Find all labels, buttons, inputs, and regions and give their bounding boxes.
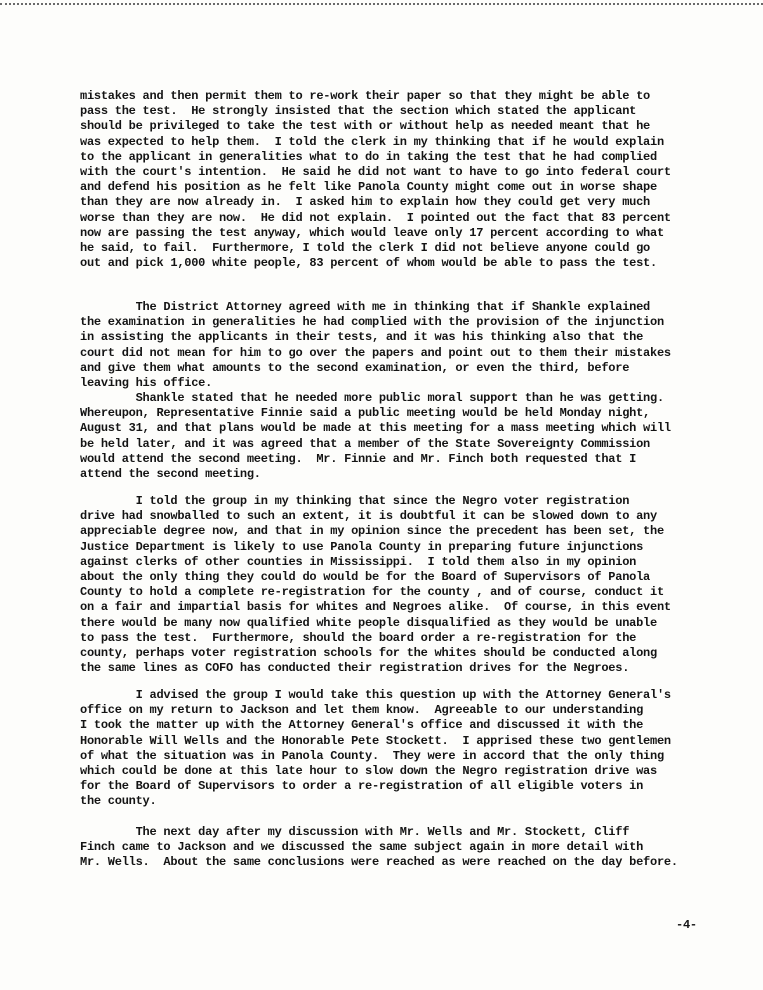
paragraph-3: [80, 391, 671, 482]
text-line: for the Board of Supervisors to order a re-registration of all eligible voters in: [80, 779, 644, 794]
text-line: and give them what amounts to the second examination, or even the third, before: [80, 360, 630, 375]
text-line: drive had snowballed to such an extent, it is doubtful it can be slowed down to any: [80, 509, 657, 524]
text-line: against clerks of other counties in Mississippi. I told them also in my opinion: [80, 554, 637, 569]
text-line: court did not mean for him to go over the papers and point out to them their mistakes: [80, 345, 671, 360]
text-line: I advised the group I would take this question up with the Attorney General's: [80, 688, 671, 702]
text-line: Shankle stated that he needed more public moral support than he was getting.: [80, 391, 664, 405]
text-line: with the court's intention. He said he did not want to have to go into federal court: [80, 164, 671, 179]
text-line: would attend the second meeting. Mr. Finnie and Mr. Finch both requested that I: [80, 451, 637, 466]
top-edge-rule: [0, 3, 763, 5]
text-line: in assisting the applicants in their tests, and it was his thinking also that the: [80, 330, 644, 345]
text-line: on a fair and impartial basis for whites and Negroes alike. Of course, in this event: [80, 600, 671, 615]
paragraph-6: [80, 825, 678, 871]
paragraph-5: [80, 688, 671, 810]
text-line: I told the group in my thinking that since the Negro voter registration: [80, 494, 630, 508]
paragraph-4: [80, 494, 671, 676]
text-line: Whereupon, Representative Finnie said a public meeting would be held Monday night,: [80, 406, 650, 421]
text-line: out and pick 1,000 white people, 83 percent of whom would be able to pass the test.: [80, 256, 657, 271]
text-line: office on my return to Jackson and let them know. Agreeable to our understanding: [80, 703, 644, 718]
text-line: The next day after my discussion with Mr. Wells and Mr. Stockett, Cliff: [80, 825, 630, 839]
text-line: be held later, and it was agreed that a member of the State Sovereignty Commission: [80, 436, 650, 451]
text-line: to the applicant in generalities what to do in taking the test that he had complied: [80, 149, 657, 164]
text-line: Finch came to Jackson and we discussed the same subject again in more detail with: [80, 840, 644, 855]
page-number: -4-: [676, 918, 697, 932]
text-line: now are passing the test anyway, which would leave only 17 percent according to what: [80, 225, 664, 240]
text-line: county, perhaps voter registration schools for the whites should be conducted along: [80, 645, 657, 660]
text-line: which could be done at this late hour to slow down the Negro registration drive was: [80, 763, 657, 778]
text-line: August 31, and that plans would be made at this meeting for a mass meeting which will: [80, 421, 671, 436]
text-line: Honorable Will Wells and the Honorable Pete Stockett. I apprised these two gentlemen: [80, 733, 671, 748]
text-line: to pass the test. Furthermore, should the board order a re-registration for the: [80, 630, 637, 645]
paragraph-2: [80, 300, 671, 391]
text-line: the same lines as COFO has conducted their registration drives for the Negroes.: [80, 661, 630, 676]
text-line: there would be many now qualified white people disqualified as they would be unable: [80, 615, 657, 630]
text-line: leaving his office.: [80, 375, 213, 390]
text-line: was expected to help them. I told the clerk in my thinking that if he would explain: [80, 134, 664, 149]
text-line: the examination in generalities he had complied with the provision of the injunction: [80, 315, 664, 330]
text-line: The District Attorney agreed with me in thinking that if Shankle explained: [80, 300, 650, 314]
text-line: appreciable degree now, and that in my opinion since the precedent has been set, the: [80, 524, 664, 539]
text-line: should be privileged to take the test with or without help as needed meant that he: [80, 119, 650, 134]
text-line: than they are now already in. I asked him to explain how they could get very much: [80, 195, 650, 210]
text-line: worse than they are now. He did not explain. I pointed out the fact that 83 percent: [80, 210, 671, 225]
text-line: mistakes and then permit them to re-work their paper so that they might be able to: [80, 89, 650, 103]
text-line: the county.: [80, 794, 157, 809]
text-line: County to hold a complete re-registration for the county , and of course, conduct it: [80, 585, 664, 600]
text-line: Mr. Wells. About the same conclusions were reached as were reached on the day before.: [80, 855, 678, 870]
text-line: Justice Department is likely to use Panola County in preparing future injunctions: [80, 539, 644, 554]
text-line: I took the matter up with the Attorney General's office and discussed it with the: [80, 718, 644, 733]
text-line: attend the second meeting.: [80, 466, 261, 481]
text-line: pass the test. He strongly insisted that the section which stated the applicant: [80, 104, 637, 119]
text-line: about the only thing they could do would be for the Board of Supervisors of Panola: [80, 569, 650, 584]
text-line: and defend his position as he felt like Panola County might come out in worse shape: [80, 180, 657, 195]
paragraph-1: [80, 89, 671, 271]
text-line: of what the situation was in Panola County. They were in accord that the only thing: [80, 748, 664, 763]
text-line: he said, to fail. Furthermore, I told the clerk I did not believe anyone could go: [80, 240, 650, 255]
